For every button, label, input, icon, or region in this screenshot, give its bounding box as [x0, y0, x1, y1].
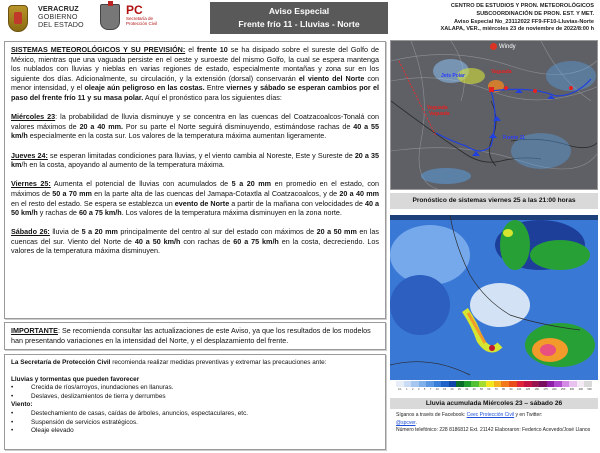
pc-shield-icon: [100, 4, 120, 30]
colorbar-swatch: [396, 381, 404, 387]
colorbar-swatch: [441, 381, 449, 387]
day-forecast: [11, 179, 379, 217]
recommendation-item: [11, 427, 379, 436]
colorbar-tick-label: 70: [494, 388, 498, 391]
map-label-vaguada: Vaguada: [429, 111, 450, 117]
day-text: : la probabilidad de lluvia disminuye y se concentra en las cuencas del Coatzacoalcos-Tonalá con valores máximos de: [11, 112, 379, 131]
footer-contact: [396, 412, 596, 435]
map-label-vaguada: Vaguada: [491, 69, 512, 75]
colorbar-swatch: [449, 381, 457, 387]
intro-paragraph: [11, 45, 379, 103]
intro-text: Entre: [204, 83, 227, 93]
recommendation-item: [11, 419, 379, 428]
day-highlight: 40 a 55 km/h: [11, 121, 379, 141]
colorbar-tick-label: 150: [534, 388, 539, 391]
important-text: : Se recomienda consultar las actualizaciones de este Aviso, ya que los resultados de los modelos han presentando variaciones en la intensidad del Norte, y el desplazamiento del frente.: [11, 326, 371, 345]
intro-bold: viernes y sábado se esperan cambios por el paso del frente frío 11 y su masa polar.: [11, 83, 379, 102]
recommendation-item: [11, 393, 379, 402]
day-text: en la costa, decreciendo. Los valores de la temperatura máxima disminuyen.: [11, 236, 379, 256]
pc-logo-big: PC: [126, 3, 143, 17]
day-text: a partir de la mañana con velocidades de: [229, 198, 365, 208]
colorbar-swatch: [471, 381, 479, 387]
day-text: se esperan limitadas condiciones para lluvias, y el viento cambia al Noreste, Este y Sureste de: [47, 150, 355, 160]
colorbar-swatch: [539, 381, 547, 387]
colorbar-swatch: [404, 381, 412, 387]
colorbar-swatch: [464, 381, 472, 387]
recommendations-box: [4, 354, 386, 450]
precipitation-map: [390, 215, 598, 380]
colorbar-swatch: [411, 381, 419, 387]
colorbar-tick-label: 500: [587, 388, 592, 391]
day-highlight: 5 a 20 mm: [231, 179, 272, 189]
windy-label: Windy: [499, 43, 516, 50]
day-text: /h en la costa, apoyando al aumento de la temperatura máxima.: [21, 160, 225, 170]
colorbar-tick-label: 5: [423, 388, 426, 391]
important-box: [4, 322, 386, 350]
day-text: . Los valores de la temperatura máxima disminuyen en la zona norte.: [121, 208, 342, 218]
footer-phone: Número telefónico: 228 8186812 Ext. 21142 Elaboraron: Federico Acevedo/José Llanos: [396, 427, 591, 434]
day-text: con rachas de: [180, 236, 234, 246]
recommendations-lead: [11, 359, 379, 368]
intro-text: Aquí el pronóstico para los siguientes días:: [143, 92, 282, 102]
bullet-icon: •: [11, 427, 14, 435]
colorbar-tick-label: 250: [560, 388, 566, 391]
colorbar-swatch: [479, 381, 487, 387]
day-label: Miércoles 23: [11, 112, 56, 122]
colorbar-swatch: [426, 381, 434, 387]
org-line2: SUBCOORDINACIÓN DE PRON. EST. Y MET.: [476, 10, 594, 17]
twitter-link[interactable]: @spcver: [396, 419, 416, 426]
colorbar-swatch: [569, 381, 577, 387]
day-highlight: 40 a 50 km/h: [134, 236, 181, 246]
colorbar-swatch: [532, 381, 540, 387]
org-line1: CENTRO DE ESTUDIOS Y PRON. METEOROLÓGICOS: [450, 3, 594, 9]
colorbar-tick-label: 40: [472, 388, 476, 391]
colorbar-tick-label: 50: [480, 388, 483, 391]
recommendation-item: [11, 384, 379, 393]
bullet-icon: •: [11, 418, 14, 426]
recommendations-lead-text: recomienda realizar medidas preventivas y extremar las precauciones ante:: [110, 359, 327, 366]
recommendation-item-text: Destechamiento de casas, caídas de árboles, anuncios, espectaculares, etc.: [31, 409, 249, 417]
windy-watermark: [490, 43, 516, 50]
colorbar-tick-label: 90: [509, 388, 513, 391]
recommendation-group-title: Lluvias y tormentas que pueden favorecer: [11, 375, 140, 383]
veracruz-shield-icon: [8, 5, 28, 32]
gov-logo-line1: VERACRUZ: [38, 4, 79, 13]
day-text: en las cuencas del sur. Viento del Norte de: [11, 227, 379, 246]
colorbar-swatch: [456, 381, 464, 387]
synoptic-map: [390, 40, 598, 190]
colorbar-ticks: [398, 388, 592, 394]
synoptic-map-svg: [391, 41, 598, 190]
org-info: [441, 3, 594, 34]
day-forecasts: [11, 112, 379, 256]
day-highlight: 40 a 50 km/h: [11, 198, 379, 218]
colorbar-tick-label: 100: [516, 388, 522, 391]
map-label-jet: Jets Polar: [441, 73, 465, 79]
gov-logo-line2: GOBIERNO: [38, 12, 78, 21]
precipitation-map-caption: Lluvia acumulada Miércoles 23 – sábado 26: [390, 398, 598, 409]
colorbar-tick-label: 400: [578, 388, 583, 391]
colorbar-swatch: [554, 381, 562, 387]
day-label: Sábado 26:: [11, 227, 50, 237]
colorbar-swatch: [486, 381, 494, 387]
recommendation-item-text: Suspensión de servicios estratégicos.: [31, 418, 138, 426]
synoptic-map-caption: Pronóstico de sistemas viernes 25 a las 21:00 horas: [390, 193, 598, 209]
colorbar-swatch: [517, 381, 525, 387]
footer-text: y en Twitter:: [514, 412, 543, 418]
org-line3: Aviso Especial No_23112022 FF9-FF10-Lluvias-Norte: [453, 18, 594, 25]
day-text: Aumenta el potencial de lluvias con acumulados de: [50, 179, 232, 189]
recommendation-groups: [11, 376, 379, 436]
colorbar-tick-label: 3: [417, 388, 420, 391]
colorbar-tick-label: 80: [502, 388, 506, 391]
colorbar-tick-label: 30: [465, 388, 469, 391]
colorbar-tick-label: 1: [406, 388, 408, 391]
recommendations-lead-bold: La Secretaría de Protección Civil: [11, 359, 111, 366]
precipitation-map-svg: [390, 215, 598, 380]
day-text: en promedio en el estado, con máximos de: [11, 179, 380, 198]
day-text: lluvia de: [49, 227, 82, 237]
colorbar-swatch: [524, 381, 532, 387]
bullet-icon: •: [11, 384, 14, 392]
colorbar-tick-label: 60: [487, 388, 491, 391]
pc-logo-small2: Protección Civil: [126, 21, 158, 26]
title-line2: Frente frío 11 - Lluvias - Norte: [238, 19, 360, 29]
recommendation-item: [11, 410, 379, 419]
colorbar-tick-label: 300: [569, 388, 575, 391]
precipitation-colorbar: [396, 381, 592, 387]
colorbar-tick-label: 125: [525, 388, 531, 391]
intro-text: se ha disipado sobre el sureste del Golfo de México, mientras que una vaguada persiste en el oeste y suroeste del mismo Golfo, la cual se espera mantenga los nublados con lluvias y nieblas en varias regiones de estado, especialmente montañas y zona sur en los siguiente dos días. Adicionalmente, su circulación, y la extensión (dorsal) conservarán: [11, 45, 380, 83]
day-highlight: 20 a 35 km: [11, 150, 379, 170]
footer-text: .: [415, 419, 417, 426]
day-highlight: 20 a 50 mm: [316, 227, 357, 237]
colorbar-swatch: [419, 381, 427, 387]
day-label: Jueves 24:: [11, 150, 48, 160]
important-label: IMPORTANTE: [11, 326, 58, 335]
intro-bold: el viento del Norte: [298, 73, 365, 83]
colorbar-swatch: [494, 381, 502, 387]
pc-logo-text: [126, 4, 157, 26]
pc-logo-small1: Secretaría de: [126, 16, 154, 21]
intro-heading: SISTEMAS METEOROLÓGICOS Y SU PREVISIÓN:: [11, 45, 186, 54]
bullet-icon: •: [11, 409, 14, 417]
recommendation-group-title: Viento:: [11, 401, 33, 409]
day-text: especialmente en la costa sur. Los valores de la temperatura máxima aumentan ligeramente.: [27, 131, 327, 141]
intro-bold: oleaje aún peligroso en las costas.: [84, 83, 205, 93]
intro-bold: frente 10: [196, 45, 228, 54]
day-highlight: evento de Norte: [174, 198, 230, 208]
day-highlight: 60 a 75 km/h: [233, 236, 279, 246]
footer-text: Síganos a través de Facebook:: [396, 412, 467, 418]
windy-logo-icon: [490, 43, 497, 50]
colorbar-swatch: [547, 381, 555, 387]
colorbar-tick-label: 25: [457, 388, 461, 391]
colorbar-tick-label: 175: [543, 388, 548, 391]
colorbar-swatch: [501, 381, 509, 387]
day-text: en la parte alta de las cuencas del Jamapa-Cotaxtla al Coatzacoalcos, y de: [91, 188, 340, 198]
title-line1: Aviso Especial: [268, 6, 330, 16]
map-label-frente: Frente 11: [503, 135, 525, 141]
map-label-vaguada: Vaguada: [427, 105, 448, 111]
colorbar-swatch: [577, 381, 585, 387]
org-line4: XALAPA, VER., miércoles 23 de noviembre de 2022/8:00 h: [440, 26, 594, 33]
day-text: en el resto del estado. Se espera se establezca un: [11, 198, 175, 208]
day-forecast: [11, 227, 379, 256]
document-title: [210, 2, 388, 34]
day-text: y rachas de: [37, 208, 79, 218]
day-text: principalmente del centro al sur del estado con máximos de: [117, 227, 317, 237]
day-highlight: 20 a 40 mm: [339, 188, 379, 198]
gov-logo-text: [38, 5, 84, 29]
recommendation-item-text: Crecida de ríos/arroyos, inundaciones en llanuras.: [31, 384, 174, 392]
day-highlight: 50 a 70 mm: [52, 188, 92, 198]
colorbar-tick-label: 10: [435, 388, 439, 391]
colorbar-swatch: [584, 381, 592, 387]
bullet-icon: •: [11, 392, 14, 400]
day-label: Viernes 25:: [11, 179, 51, 189]
recommendation-item-text: Deslaves, deslizamientos de tierra y derrumbes: [31, 392, 166, 400]
colorbar-tick-label: 0.1: [398, 388, 402, 391]
day-highlight: 20 a 40 mm.: [79, 121, 123, 131]
day-highlight: 5 a 20 mm: [81, 227, 118, 237]
recommendation-item-text: Oleaje elevado: [31, 427, 74, 435]
intro-text: el: [185, 45, 197, 54]
colorbar-tick-label: 200: [552, 388, 557, 391]
day-forecast: [11, 151, 379, 170]
gov-logo-line3: DEL ESTADO: [38, 20, 84, 29]
day-text: Por su parte el Norte seguirá disminuyendo, estimándose rachas de: [122, 121, 354, 131]
colorbar-tick-label: 7: [429, 388, 432, 391]
day-forecast: [11, 112, 379, 141]
colorbar-tick-label: 20: [450, 388, 454, 391]
colorbar-swatch: [434, 381, 442, 387]
colorbar-tick-label: 2: [412, 388, 414, 391]
colorbar-swatch: [509, 381, 517, 387]
colorbar-tick-label: 15: [443, 388, 447, 391]
day-highlight: 60 a 75 km/h: [78, 208, 122, 218]
colorbar-swatch: [562, 381, 570, 387]
forecast-box: [4, 41, 386, 319]
facebook-link[interactable]: Ceec Protección Civil: [466, 412, 515, 418]
intro-text: con menor intensidad, y el: [11, 73, 379, 93]
